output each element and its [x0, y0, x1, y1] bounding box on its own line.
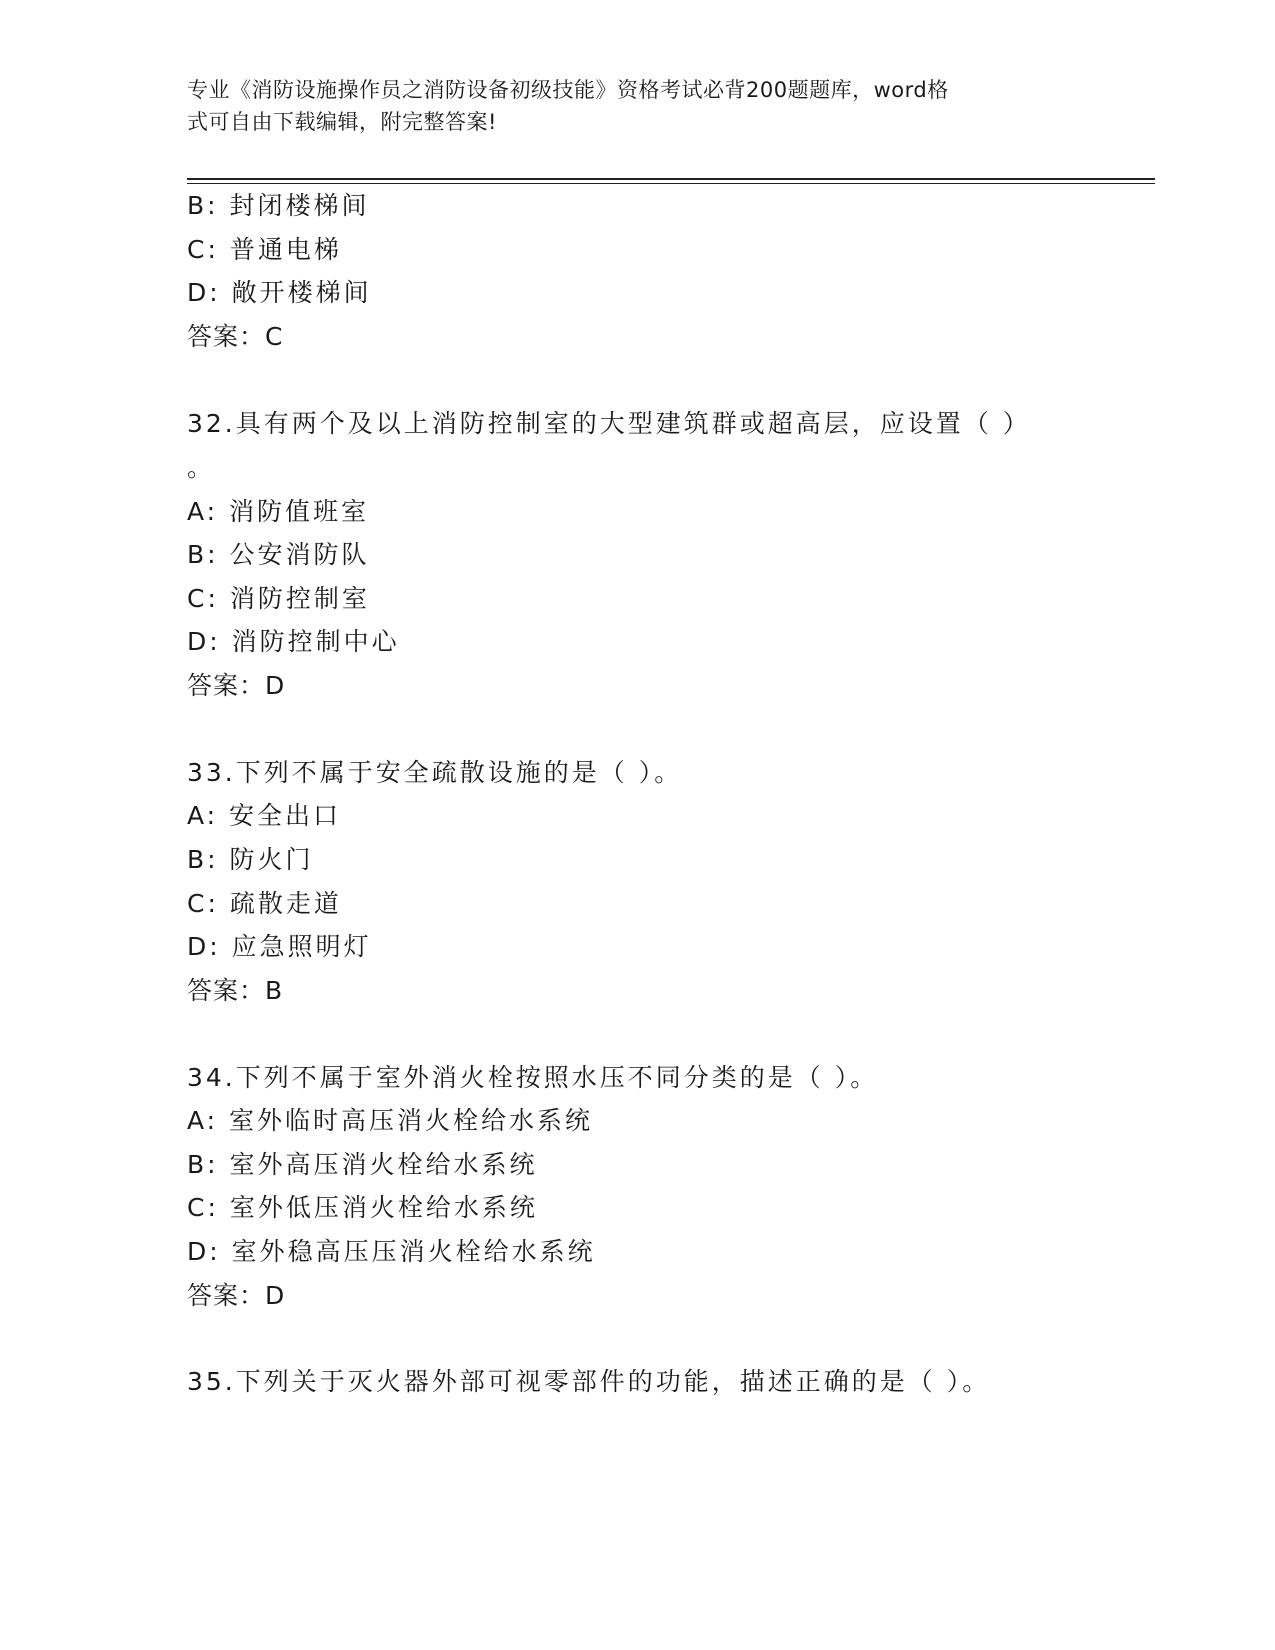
- q32-option-d: D: 消防控制中心: [187, 627, 400, 656]
- q32-option-a: A: 消防值班室: [187, 497, 370, 526]
- q34-option-c: C: 室外低压消火栓给水系统: [187, 1193, 538, 1222]
- q31-answer: 答案：C: [187, 322, 284, 351]
- q34-stem: 34.下列不属于室外消火栓按照水压不同分类的是（ ）。: [187, 1063, 879, 1092]
- q32-stem-end: 。: [187, 453, 216, 482]
- q32-stem: 32.具有两个及以上消防控制室的大型建筑群或超高层，应设置（ ）: [187, 409, 1031, 438]
- header-divider-thick: [187, 178, 1155, 180]
- q33-option-a: A: 安全出口: [187, 801, 342, 830]
- q34-option-b: B: 室外高压消火栓给水系统: [187, 1150, 538, 1179]
- header-line-2: 式可自由下载编辑，附完整答案!: [187, 110, 497, 134]
- q31-option-d: D: 敞开楼梯间: [187, 278, 372, 307]
- q34-option-d: D: 室外稳高压压消火栓给水系统: [187, 1237, 596, 1266]
- q33-answer: 答案：B: [187, 976, 284, 1005]
- q33-option-b: B: 防火门: [187, 845, 314, 874]
- q34-answer: 答案：D: [187, 1281, 286, 1310]
- q33-option-c: C: 疏散走道: [187, 889, 342, 918]
- q33-stem: 33.下列不属于安全疏散设施的是（ ）。: [187, 758, 683, 787]
- header-line-1: 专业《消防设施操作员之消防设备初级技能》资格考试必背200题题库，word格: [187, 78, 949, 102]
- q34-option-a: A: 室外临时高压消火栓给水系统: [187, 1106, 594, 1135]
- q33-option-d: D: 应急照明灯: [187, 932, 372, 961]
- q32-answer: 答案：D: [187, 671, 286, 700]
- q31-option-b: B: 封闭楼梯间: [187, 191, 370, 220]
- header-divider-thin: [187, 183, 1155, 184]
- q35-stem: 35.下列关于灭火器外部可视零部件的功能，描述正确的是（ ）。: [187, 1367, 991, 1396]
- q31-option-c: C: 普通电梯: [187, 235, 342, 264]
- q32-option-c: C: 消防控制室: [187, 584, 370, 613]
- q32-option-b: B: 公安消防队: [187, 540, 370, 569]
- document-header: [187, 74, 1067, 138]
